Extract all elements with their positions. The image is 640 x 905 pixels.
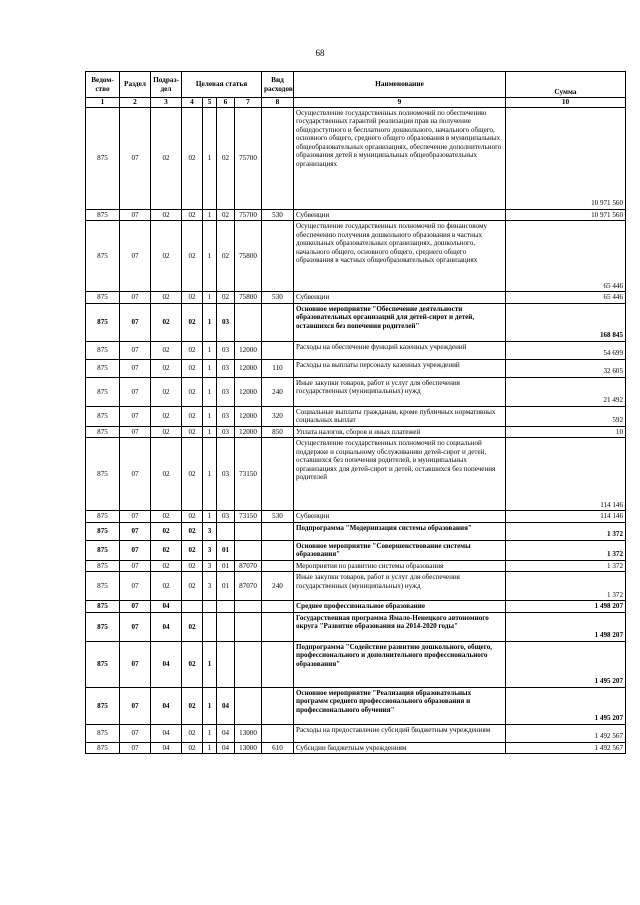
row-name: Расходы на предоставление субсидий бюджетным учреждениям [294,724,506,742]
header-number: 1 [86,98,120,108]
row-target-event: 02 [217,107,235,209]
row-sum: 54 699 [506,341,626,359]
row-target-subprogram: 1 [203,303,217,341]
header-expense-type: Вид расходов [262,72,294,98]
row-target-event: 04 [217,724,235,742]
row-subsection: 04 [151,742,182,754]
row-subsection: 02 [151,540,182,560]
row-expense-type [262,724,294,742]
row-expense-type [262,522,294,540]
row-target-subprogram: 1 [203,107,217,209]
row-target-direction: 12000 [235,426,262,438]
row-target-program: 02 [182,612,203,641]
row-section: 07 [120,641,151,687]
row-expense-type: 850 [262,426,294,438]
row-section: 07 [120,292,151,304]
row-target-event: 02 [217,209,235,221]
row-target-program: 02 [182,209,203,221]
row-target-direction: 87070 [235,560,262,572]
row-ministry: 875 [86,426,120,438]
row-subsection: 04 [151,687,182,724]
row-expense-type [262,560,294,572]
row-target-direction: 75700 [235,209,262,221]
row-section: 07 [120,209,151,221]
header-number: 7 [235,98,262,108]
row-target-event: 03 [217,406,235,426]
row-ministry: 875 [86,377,120,406]
row-ministry: 875 [86,341,120,359]
row-section: 07 [120,522,151,540]
row-section: 07 [120,303,151,341]
row-ministry: 875 [86,724,120,742]
row-sum: 114 146 [506,511,626,523]
row-expense-type: 240 [262,377,294,406]
row-ministry: 875 [86,209,120,221]
row-target-direction [235,522,262,540]
row-section: 07 [120,359,151,377]
row-ministry: 875 [86,292,120,304]
row-name: Социальные выплаты гражданам, кроме публичных нормативных социальных выплат [294,406,506,426]
row-target-direction [235,612,262,641]
row-ministry: 875 [86,540,120,560]
row-target-event: 03 [217,359,235,377]
row-name: Среднее профессиональное образование [294,601,506,613]
row-sum: 1 498 207 [506,612,626,641]
row-section: 07 [120,601,151,613]
row-expense-type [262,438,294,511]
row-expense-type: 110 [262,359,294,377]
row-expense-type [262,687,294,724]
budget-table [85,71,626,754]
row-target-program: 02 [182,522,203,540]
row-target-event [217,641,235,687]
row-target-subprogram: 1 [203,406,217,426]
row-name: Субсидии бюджетным учреждениям [294,742,506,754]
row-section: 07 [120,540,151,560]
row-expense-type [262,107,294,209]
row-sum: 1 372 [506,522,626,540]
row-name: Осуществление государственных полномочий по обеспечению государственных гарантий реализации прав на получение общедоступного и бесплатного дошкольного, начального общего, основного общего, среднего общего образования в муниципальных общеобразовательных организациях, обеспечение дополнительного образования детей в муниципальных общеобразовательных организациях [294,107,506,209]
row-target-direction [235,540,262,560]
row-subsection: 02 [151,511,182,523]
row-expense-type: 530 [262,209,294,221]
row-target-subprogram [203,612,217,641]
row-target-program: 02 [182,406,203,426]
row-target-program: 02 [182,292,203,304]
row-target-program: 02 [182,377,203,406]
row-expense-type: 320 [262,406,294,426]
header-subsection: Подраз-дел [151,72,182,98]
row-name: Субвенции [294,292,506,304]
row-target-subprogram: 1 [203,438,217,511]
row-target-event: 03 [217,303,235,341]
row-name: Мероприятия по развитию системы образования [294,560,506,572]
row-ministry: 875 [86,303,120,341]
row-target-program: 02 [182,221,203,292]
row-expense-type [262,601,294,613]
row-target-direction: 75800 [235,292,262,304]
row-subsection: 02 [151,292,182,304]
row-name: Основное мероприятие "Совершенствование системы образования" [294,540,506,560]
table-row [86,209,626,221]
row-sum: 10 971 560 [506,209,626,221]
row-name: Субвенции [294,511,506,523]
table-row [86,107,626,209]
row-name: Основное мероприятие "Обеспечение деятельности образовательных организаций для детей-сирот и детей, оставшихся без попечения родителей" [294,303,506,341]
row-sum: 114 146 [506,438,626,511]
row-expense-type: 240 [262,572,294,601]
row-expense-type [262,303,294,341]
row-target-program: 02 [182,540,203,560]
row-target-direction: 12000 [235,359,262,377]
table-row [86,426,626,438]
row-ministry: 875 [86,601,120,613]
row-target-subprogram: 3 [203,560,217,572]
row-target-subprogram: 1 [203,377,217,406]
row-sum: 1 492 567 [506,742,626,754]
row-target-program: 02 [182,426,203,438]
row-sum: 168 845 [506,303,626,341]
row-target-subprogram: 1 [203,641,217,687]
row-ministry: 875 [86,687,120,724]
row-target-program: 02 [182,724,203,742]
table-row [86,359,626,377]
row-name: Осуществление государственных полномочий по финансовому обеспечению получения дошкольного образования в частных дошкольных образовательных организациях, дошкольного, начального общего, основного общего, среднего общего образования в частных общеобразовательных организациях [294,221,506,292]
row-section: 07 [120,438,151,511]
table-row [86,303,626,341]
table-row [86,601,626,613]
row-target-subprogram: 3 [203,540,217,560]
row-expense-type [262,641,294,687]
row-section: 07 [120,341,151,359]
row-section: 07 [120,511,151,523]
row-target-direction: 73150 [235,438,262,511]
row-expense-type [262,341,294,359]
row-expense-type [262,612,294,641]
row-sum: 10 [506,426,626,438]
row-subsection: 02 [151,341,182,359]
row-ministry: 875 [86,107,120,209]
table-row [86,724,626,742]
row-target-subprogram: 1 [203,209,217,221]
row-target-event: 03 [217,377,235,406]
row-ministry: 875 [86,612,120,641]
row-subsection: 02 [151,438,182,511]
row-section: 07 [120,406,151,426]
row-name: Подпрограмма "Содействие развитию дошкольного, общего, профессионального и дополнительного профессионального образования" [294,641,506,687]
header-number: 4 [182,98,203,108]
row-name: Иные закупки товаров, работ и услуг для обеспечения государственных (муниципальных) нужд [294,572,506,601]
row-subsection: 04 [151,641,182,687]
row-subsection: 02 [151,209,182,221]
row-target-event: 04 [217,742,235,754]
row-target-event: 01 [217,560,235,572]
page-number: 68 [315,48,325,58]
row-sum: 1 492 567 [506,724,626,742]
row-subsection: 02 [151,221,182,292]
row-target-program: 02 [182,560,203,572]
table-row [86,572,626,601]
row-sum: 1 372 [506,560,626,572]
row-expense-type [262,221,294,292]
table-row [86,687,626,724]
row-subsection: 04 [151,601,182,613]
row-sum: 1 372 [506,540,626,560]
row-target-subprogram: 1 [203,359,217,377]
row-sum: 21 492 [506,377,626,406]
table-row [86,560,626,572]
row-target-direction: 13000 [235,724,262,742]
row-target-direction: 75800 [235,221,262,292]
row-sum: 1 372 [506,572,626,601]
row-section: 07 [120,742,151,754]
table-row [86,742,626,754]
table-row [86,221,626,292]
row-subsection: 02 [151,303,182,341]
row-ministry: 875 [86,511,120,523]
row-name: Субвенции [294,209,506,221]
row-section: 07 [120,107,151,209]
table-row [86,612,626,641]
row-target-subprogram [203,601,217,613]
row-subsection: 02 [151,377,182,406]
row-name: Подпрограмма "Модернизация системы образования" [294,522,506,540]
table-row [86,406,626,426]
row-target-direction: 13000 [235,742,262,754]
row-target-subprogram: 1 [203,426,217,438]
header-sum: Сумма [506,72,626,98]
row-target-subprogram: 1 [203,511,217,523]
row-subsection: 02 [151,572,182,601]
row-name: Основное мероприятие "Реализация образовательных программ среднего профессионального образования и профессионального обучения" [294,687,506,724]
row-target-direction: 73150 [235,511,262,523]
row-target-direction: 75700 [235,107,262,209]
row-name: Государственная программа Ямало-Ненецкого автономного округа "Развитие образования на 2014-2020 годы" [294,612,506,641]
row-ministry: 875 [86,359,120,377]
header-number: 2 [120,98,151,108]
row-ministry: 875 [86,641,120,687]
row-ministry: 875 [86,406,120,426]
header-number: 10 [506,98,626,108]
header-number: 9 [294,98,506,108]
row-target-program: 02 [182,742,203,754]
row-sum: 10 971 560 [506,107,626,209]
row-ministry: 875 [86,742,120,754]
row-target-event [217,522,235,540]
row-subsection: 02 [151,522,182,540]
row-target-direction: 12000 [235,377,262,406]
row-target-program: 02 [182,438,203,511]
row-target-program [182,601,203,613]
row-target-subprogram: 1 [203,221,217,292]
row-subsection: 04 [151,724,182,742]
row-sum: 1 498 207 [506,601,626,613]
table-row [86,641,626,687]
row-target-direction [235,641,262,687]
header-ministry: Ведом-ство [86,72,120,98]
row-expense-type: 530 [262,292,294,304]
row-target-event: 04 [217,687,235,724]
row-target-event: 03 [217,511,235,523]
row-target-event: 02 [217,221,235,292]
row-target-direction: 12000 [235,341,262,359]
row-target-subprogram: 3 [203,572,217,601]
header-name: Наименование [294,72,506,98]
row-expense-type [262,540,294,560]
row-subsection: 02 [151,426,182,438]
row-sum: 1 495 207 [506,641,626,687]
row-ministry: 875 [86,221,120,292]
row-sum: 65 446 [506,221,626,292]
row-target-subprogram: 3 [203,522,217,540]
row-expense-type: 610 [262,742,294,754]
row-name: Иные закупки товаров, работ и услуг для обеспечения государственных (муниципальных) нужд [294,377,506,406]
row-target-program: 02 [182,511,203,523]
row-target-direction [235,601,262,613]
row-target-program: 02 [182,107,203,209]
row-target-subprogram: 1 [203,292,217,304]
header-target-article: Целевая статья [182,72,262,98]
row-name: Расходы на выплаты персоналу казенных учреждений [294,359,506,377]
row-sum: 32 605 [506,359,626,377]
row-section: 07 [120,560,151,572]
row-target-direction: 12000 [235,406,262,426]
row-section: 07 [120,377,151,406]
row-target-program: 02 [182,641,203,687]
table-row [86,292,626,304]
row-target-event: 03 [217,426,235,438]
row-target-event: 01 [217,572,235,601]
row-name: Осуществление государственных полномочий по социальной поддержке и социальному обслуживанию детей-сирот и детей, оставшихся без попечения родителей, в муниципальных организациях для детей-сирот и детей, оставшихся без попечения родителей [294,438,506,511]
row-name: Расходы на обеспечение функций казенных учреждений [294,341,506,359]
table-row [86,438,626,511]
row-name: Уплата налогов, сборов и иных платежей [294,426,506,438]
table-row [86,377,626,406]
row-target-direction: 87070 [235,572,262,601]
row-target-event: 03 [217,438,235,511]
table-row [86,341,626,359]
row-sum: 592 [506,406,626,426]
row-ministry: 875 [86,560,120,572]
row-subsection: 02 [151,406,182,426]
row-target-subprogram: 1 [203,687,217,724]
row-expense-type: 530 [262,511,294,523]
row-section: 07 [120,426,151,438]
table-row [86,522,626,540]
row-target-event: 01 [217,540,235,560]
row-sum: 1 495 207 [506,687,626,724]
row-ministry: 875 [86,572,120,601]
row-ministry: 875 [86,522,120,540]
row-target-program: 02 [182,303,203,341]
header-number: 3 [151,98,182,108]
row-target-program: 02 [182,687,203,724]
row-target-subprogram: 1 [203,341,217,359]
row-section: 07 [120,221,151,292]
header-number: 5 [203,98,217,108]
row-target-event [217,612,235,641]
row-section: 07 [120,687,151,724]
table-row [86,511,626,523]
row-section: 07 [120,612,151,641]
row-target-subprogram: 1 [203,742,217,754]
row-subsection: 02 [151,359,182,377]
row-target-program: 02 [182,359,203,377]
row-target-subprogram: 1 [203,724,217,742]
row-target-direction [235,303,262,341]
row-target-program: 02 [182,572,203,601]
row-section: 07 [120,572,151,601]
row-target-direction [235,687,262,724]
row-target-event [217,601,235,613]
row-target-program: 02 [182,341,203,359]
row-subsection: 04 [151,612,182,641]
row-target-event: 02 [217,292,235,304]
row-target-event: 03 [217,341,235,359]
header-number: 6 [217,98,235,108]
row-ministry: 875 [86,438,120,511]
table-row [86,540,626,560]
row-subsection: 02 [151,107,182,209]
row-sum: 65 446 [506,292,626,304]
row-subsection: 02 [151,560,182,572]
row-section: 07 [120,724,151,742]
header-number: 8 [262,98,294,108]
header-section: Раздел [120,72,151,98]
